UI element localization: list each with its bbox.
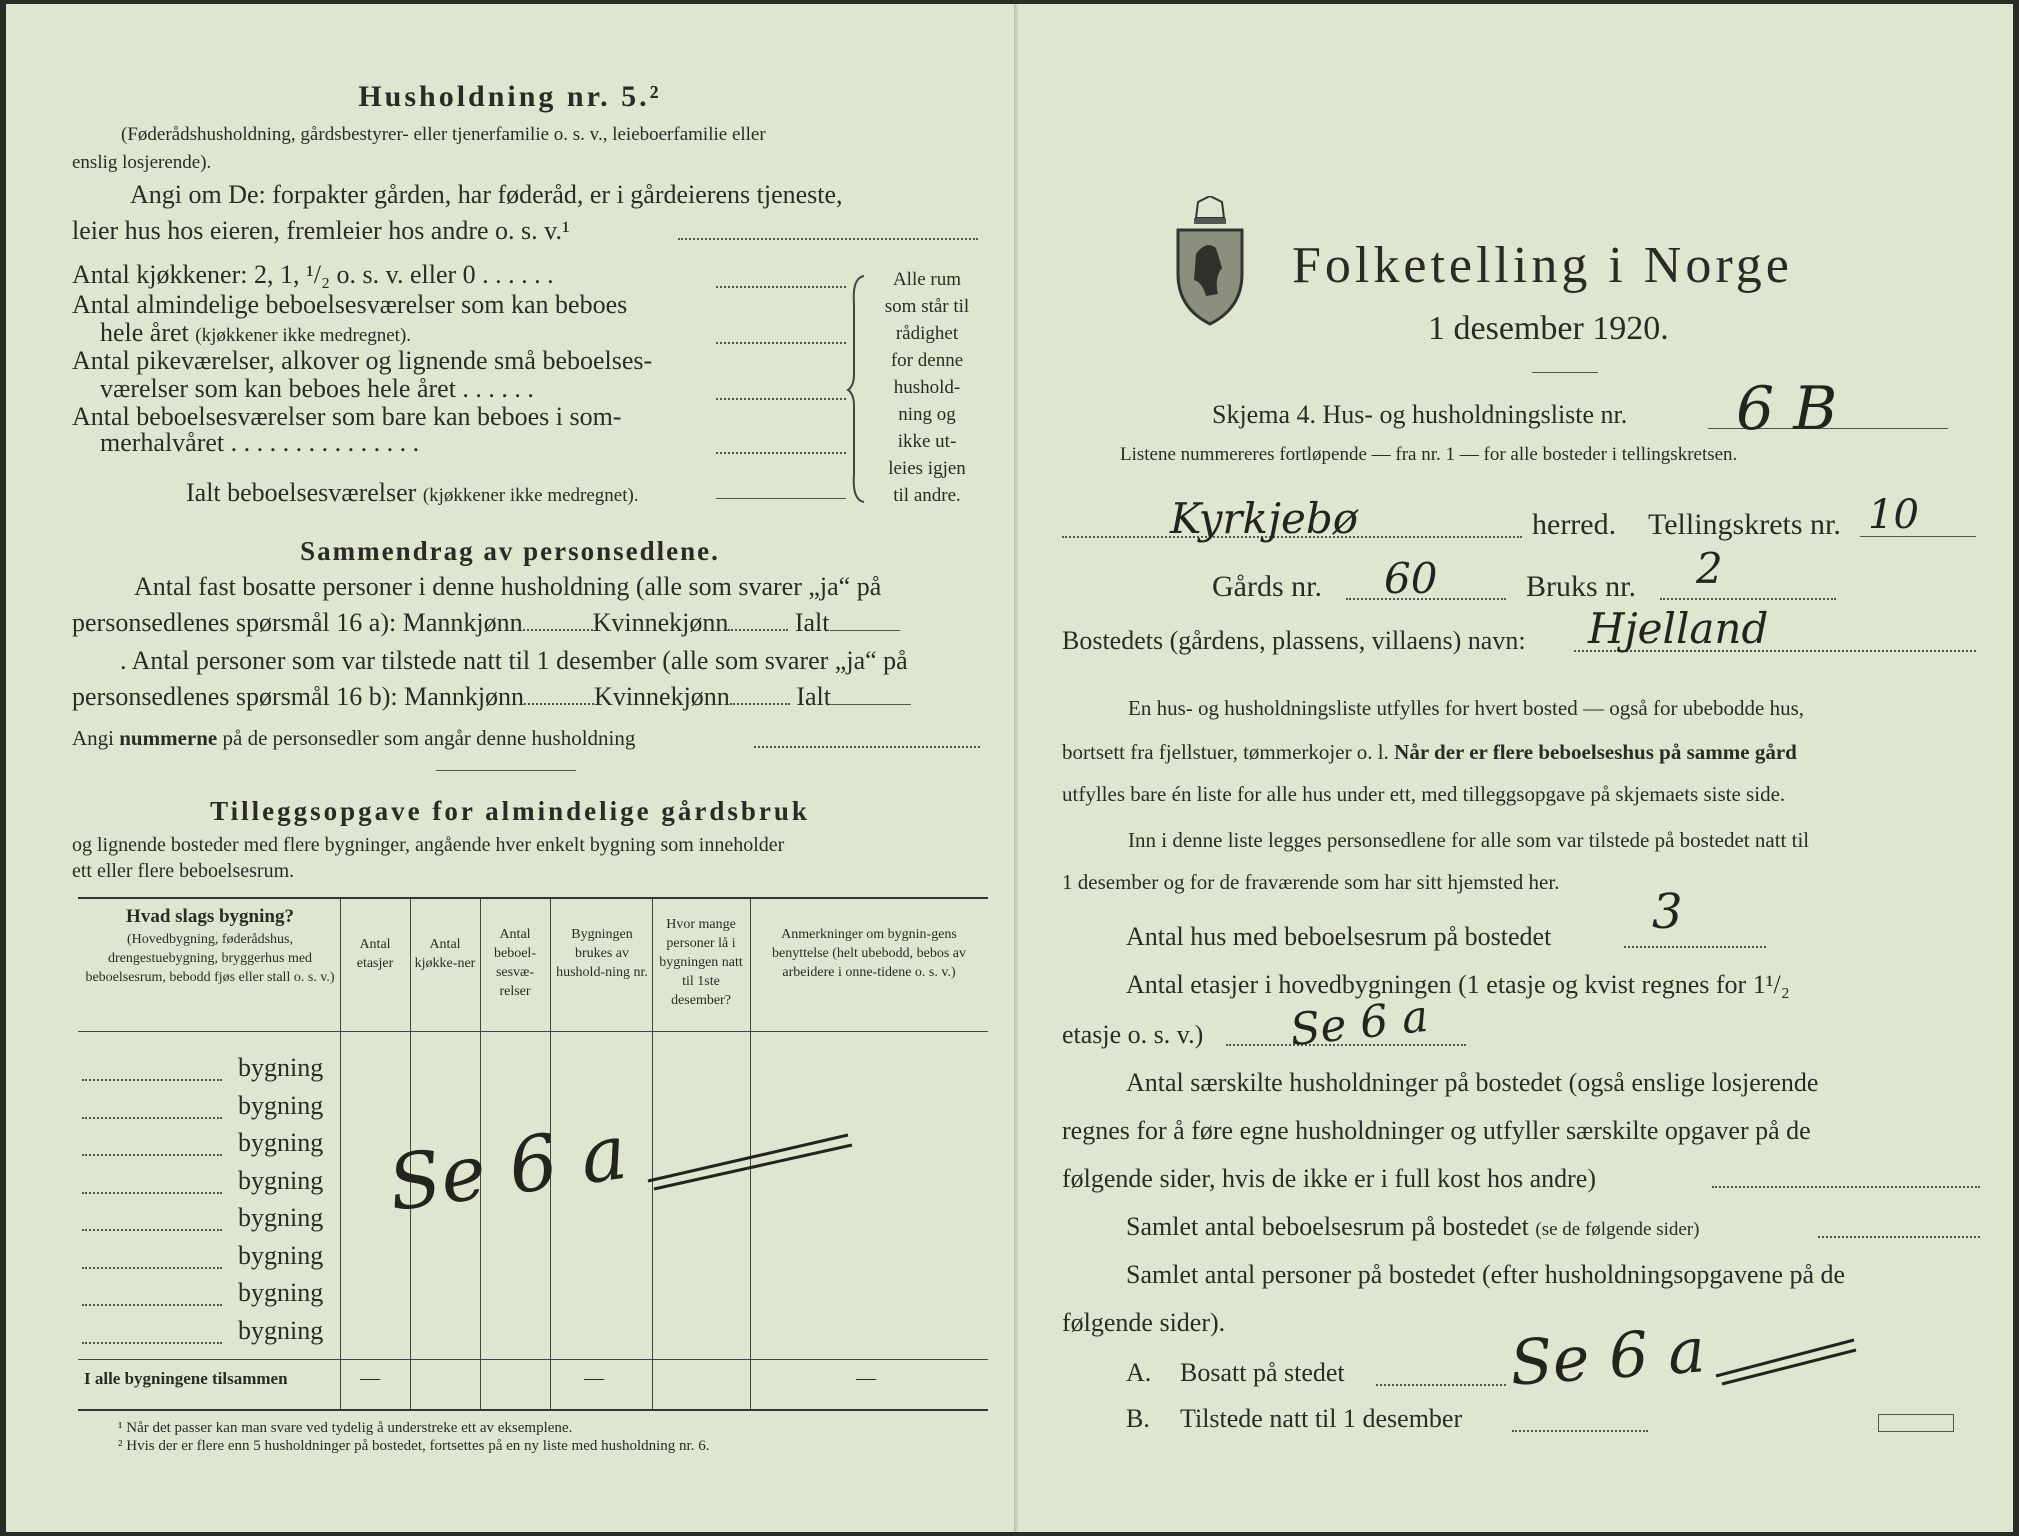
summer-rooms-field[interactable] xyxy=(716,452,846,454)
total-rooms-field[interactable] xyxy=(716,498,846,499)
rooms-yearround-label: Antal almindelige beboelsesværelser som kan beboes xyxy=(72,290,628,319)
building-type-field[interactable] xyxy=(82,1079,222,1081)
total-dash-remarks: — xyxy=(856,1367,876,1389)
present-persons-text-2: personsedlenes spørsmål 16 b): Mannkjønn Kvinnekjønn Ialt xyxy=(72,682,911,712)
resident-value: Se 6 a xyxy=(1507,1313,1708,1400)
building-type-field[interactable] xyxy=(82,1229,222,1231)
census-title: Folketelling i Norge xyxy=(1292,237,1793,294)
right-page xyxy=(1020,4,2013,1532)
total-persons-label-2: følgende sider). xyxy=(1062,1308,1226,1337)
floors-label: Antal etasjer i hovedbygningen (1 etasje og kvist regnes for 1¹/₂ xyxy=(1126,970,1790,999)
numbering-note: Listene nummereres fortløpende — fra nr. 1 — for alle bosteder i tellingskretsen. xyxy=(1120,444,1738,465)
place-name-label: Bostedets (gårdens, plassens, villaens) navn: xyxy=(1062,626,1526,655)
farm-number-value: 60 xyxy=(1384,554,1438,603)
household-title: Husholdning nr. 5.² xyxy=(358,80,662,113)
footnote-2: ² Hvis der er flere enn 5 husholdninger på bostedet, fortsettes på en ny liste med husholdning nr. 6. xyxy=(118,1438,710,1454)
supplement-text-2: ett eller flere beboelsesrum. xyxy=(72,860,295,882)
fast-residents-text: Antal fast bosatte personer i denne husholdning (alle som svarer „ja“ på xyxy=(134,572,882,601)
table-row[interactable] xyxy=(78,1237,988,1271)
separate-households-label-3: følgende sider, hvis de ikke er i full kost hos andre) xyxy=(1062,1164,1596,1193)
building-row-label: bygning xyxy=(238,1315,324,1345)
herred-label: herred. xyxy=(1532,508,1617,541)
total-dash-floors: — xyxy=(360,1367,380,1389)
total-rooms-place-label: Samlet antal beboelsesrum på bostedet (se de følgende sider) xyxy=(1126,1212,1700,1241)
instruction-4: Inn i denne liste legges personsedlene for alle som var tilstede på bostedet natt til xyxy=(1128,828,1810,852)
total-rooms-label: Ialt beboelsesværelser (kjøkkener ikke medregnet). xyxy=(186,478,639,507)
resident-label-letter: A. xyxy=(1126,1358,1152,1387)
schema-label: Skjema 4. Hus- og husholdningsliste nr. xyxy=(1212,400,1628,429)
household-subtitle-2: enslig losjerende). xyxy=(72,152,212,173)
col-remarks-header: Anmerkninger om bygnin-gens benyttelse (helt ubebodd, bebos av arbeidere i onne-tidene o. s. v.) xyxy=(771,927,966,980)
instruction-3: utfylles bare én liste for alle hus under ett, med tilleggsopgave på skjemaets siste side. xyxy=(1062,782,1786,806)
maid-rooms-label-2: værelser som kan beboes hele året . . . . . . xyxy=(100,374,534,403)
strike-lines-icon xyxy=(1710,1326,1860,1386)
instruction-5: 1 desember og for de fraværende som har sitt hjemsted her. xyxy=(1062,870,1560,894)
col-kitchens-header: Antal kjøkke-ner xyxy=(414,937,476,971)
building-type-field[interactable] xyxy=(82,1117,222,1119)
farm-number-label: Gårds nr. xyxy=(1212,570,1322,603)
resident-field[interactable] xyxy=(1376,1384,1506,1386)
table-row[interactable] xyxy=(78,1312,988,1346)
total-dash-household: — xyxy=(584,1367,604,1389)
building-row-label: bygning xyxy=(238,1278,324,1307)
col-household-header: Bygningen brukes av hushold-ning nr. xyxy=(556,927,648,980)
use-number-value: 2 xyxy=(1696,544,1723,593)
present-persons-text: . Antal personer som var tilstede natt til 1 desember (alle som svarer „ja“ på xyxy=(120,646,908,675)
supplement-title: Tilleggsopgave for almindelige gårdsbruk xyxy=(210,796,810,826)
rooms-yearround-label-2: hele året (kjøkkener ikke medregnet). xyxy=(100,318,412,347)
building-type-field[interactable] xyxy=(82,1154,222,1156)
kitchens-field[interactable] xyxy=(716,286,846,288)
building-row-label: bygning xyxy=(238,1240,324,1270)
table-row[interactable] xyxy=(78,1087,988,1121)
brace-icon xyxy=(846,274,870,504)
present-label: Tilstede natt til 1 desember xyxy=(1180,1404,1463,1433)
strike-lines-icon xyxy=(638,1125,858,1195)
maid-rooms-field[interactable] xyxy=(716,398,846,400)
separate-households-label-2: regnes for å føre egne husholdninger og utfyller særskilte opgaver på de xyxy=(1062,1116,1811,1145)
census-date: 1 desember 1920. xyxy=(1428,310,1669,347)
building-row-label: bygning xyxy=(238,1090,324,1120)
houses-count-value: 3 xyxy=(1652,884,1683,940)
footnote-1: ¹ Når det passer kan man svare ved tydelig å understreke ett av eksemplene. xyxy=(118,1420,573,1436)
buildings-table xyxy=(78,897,988,1411)
summary-title: Sammendrag av personsedlene. xyxy=(300,536,720,566)
list-number-value: 6 B xyxy=(1736,374,1838,444)
building-row-label: bygning xyxy=(238,1128,324,1157)
separate-households-field[interactable] xyxy=(1712,1186,1980,1188)
angi-fill-line[interactable] xyxy=(678,238,978,240)
col-building-type-header: Hvad slags bygning? (Hovedbygning, føderådshus, drengestuebygning, bryggerhus med beboelsesrum, bebodd fjøs eller stall o. s. v.) xyxy=(85,906,335,985)
resident-label: Bosatt på stedet xyxy=(1180,1358,1345,1387)
kitchens-label: Antal kjøkkener: 2, 1, ¹/₂ o. s. v. eller 0 . . . . . . xyxy=(72,260,554,289)
angi-text: Angi om De: forpakter gården, har føderåd, er i gårdeierens tjeneste, xyxy=(130,180,843,209)
total-rooms-place-field[interactable] xyxy=(1818,1236,1980,1238)
houses-count-label: Antal hus med beboelsesrum på bostedet xyxy=(1126,922,1552,951)
building-type-field[interactable] xyxy=(82,1192,222,1194)
instruction-1: En hus- og husholdningsliste utfylles for hvert bosted — også for ubebodde hus, xyxy=(1128,696,1804,720)
building-type-field[interactable] xyxy=(82,1342,222,1344)
present-field[interactable] xyxy=(1512,1430,1648,1432)
building-type-field[interactable] xyxy=(82,1267,222,1269)
floors-value: Se 6 a xyxy=(1287,990,1431,1057)
building-row-label: bygning xyxy=(238,1203,324,1232)
total-persons-label: Samlet antal personer på bostedet (efter husholdningsopgavene på de xyxy=(1126,1260,1846,1289)
building-row-label: bygning xyxy=(238,1165,324,1195)
rooms-yearround-field[interactable] xyxy=(716,342,846,344)
separate-households-label: Antal særskilte husholdninger på bostedet (også enslige losjerende xyxy=(1126,1068,1819,1097)
total-row-label: I alle bygningene tilsammen xyxy=(84,1369,288,1388)
angi-text-2: leier hus hos eieren, fremleier hos andre o. s. v.¹ xyxy=(72,216,570,245)
summer-rooms-label-2: merhalvåret . . . . . . . . . . . . . . . xyxy=(100,428,420,457)
building-type-field[interactable] xyxy=(82,1304,222,1306)
supplement-text: og lignende bosteder med flere bygninger, angående hver enkelt bygning som inneholder xyxy=(72,834,785,856)
household-subtitle: (Føderådshusholdning, gårdsbestyrer- eller tjenerfamilie o. s. v., leieboerfamilie eller xyxy=(121,124,766,145)
norway-coat-of-arms-icon xyxy=(1170,196,1250,328)
col-rooms-header: Antal beboel-sesvæ-relser xyxy=(494,927,536,999)
fast-residents-text-2: personsedlenes spørsmål 16 a): Mannkjønn Kvinnekjønn Ialt xyxy=(72,608,900,638)
houses-count-field[interactable] xyxy=(1624,946,1766,948)
building-row-label: bygning xyxy=(238,1053,324,1082)
summer-rooms-label: Antal beboelsesværelser som bare kan beboes i som- xyxy=(72,402,622,431)
brace-note: Alle rum som står til rådighet for denne hushold- ning og ikke ut- leies igjen til andre. xyxy=(884,269,970,506)
person-numbers-field[interactable] xyxy=(754,746,980,748)
herred-value: Kyrkjebø xyxy=(1170,494,1358,543)
table-handwriting: Se 6 a xyxy=(382,1106,633,1229)
divider xyxy=(1532,372,1598,373)
angi-numbers-text: Angi nummerne på de personsedler som angår denne husholdning xyxy=(72,726,636,750)
col-persons-header: Hvor mange personer lå i bygningen natt til 1ste desember? xyxy=(659,917,743,1008)
col-floors-header: Antal etasjer xyxy=(356,937,394,971)
floors-label-2: etasje o. s. v.) xyxy=(1062,1020,1204,1049)
use-number-label: Bruks nr. xyxy=(1526,570,1637,603)
maid-rooms-label: Antal pikeværelser, alkover og lignende små beboelses- xyxy=(72,346,653,375)
census-form-sheet xyxy=(6,4,2013,1532)
instruction-2: bortsett fra fjellstuer, tømmerkojer o. l. Når der er flere beboelseshus på samme gård xyxy=(1062,740,1797,764)
table-row[interactable] xyxy=(78,1274,988,1308)
present-label-letter: B. xyxy=(1126,1404,1150,1433)
census-district-label: Tellingskrets nr. xyxy=(1648,508,1841,541)
use-number-field[interactable] xyxy=(1660,598,1836,600)
left-page xyxy=(6,4,1014,1532)
census-district-value: 10 xyxy=(1868,492,1919,538)
place-name-value: Hjelland xyxy=(1588,604,1769,653)
divider xyxy=(436,770,576,771)
table-row[interactable] xyxy=(78,1049,988,1083)
printer-stamp xyxy=(1878,1414,1954,1432)
